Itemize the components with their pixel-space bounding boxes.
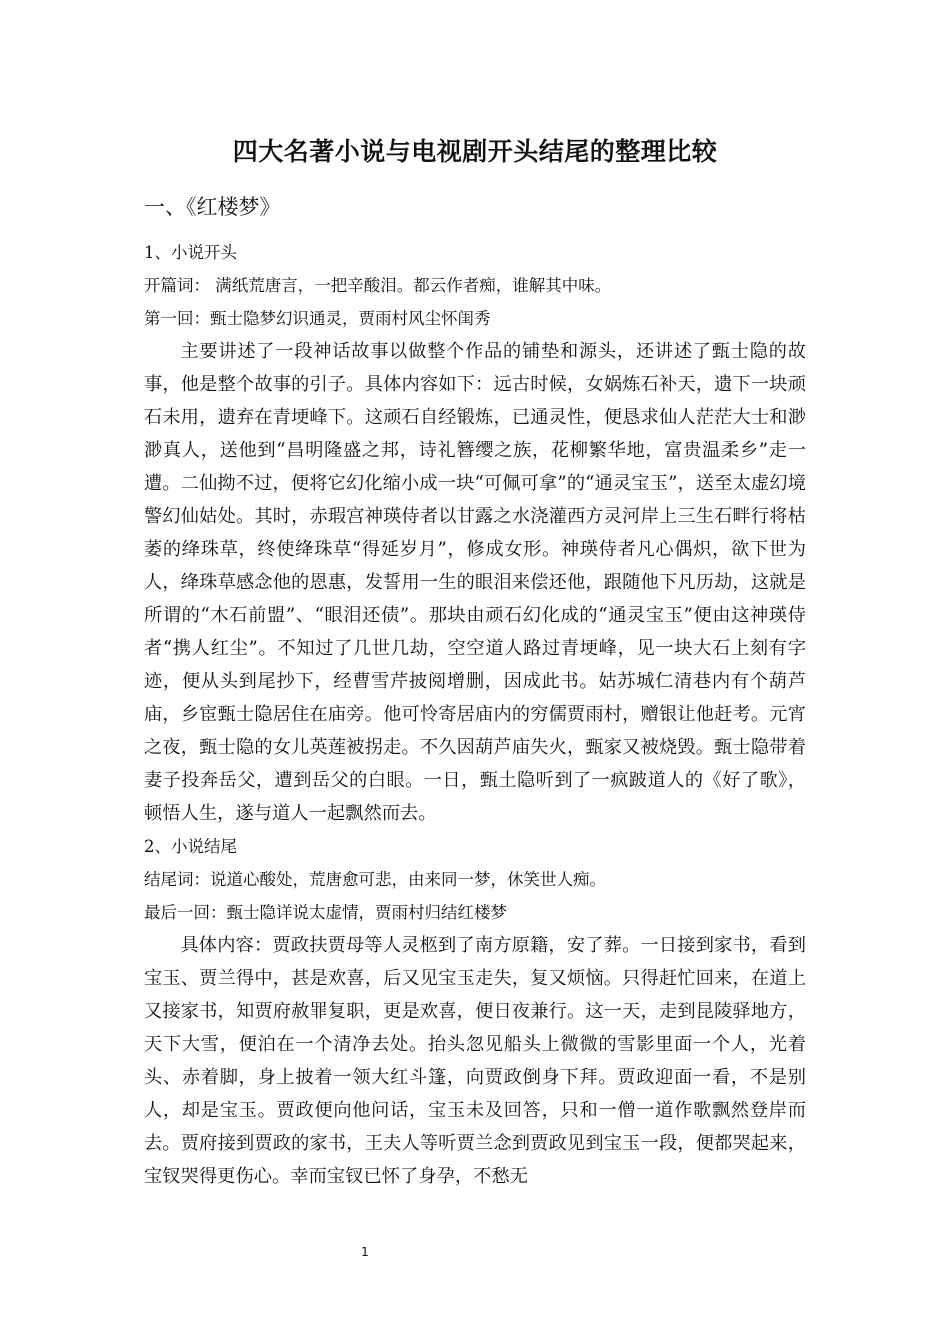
document-title: 四大名著小说与电视剧开头结尾的整理比较: [232, 137, 718, 166]
subsection-heading-opening: 1、小说开头: [144, 243, 237, 262]
opening-poem: 开篇词： 满纸荒唐言，一把辛酸泪。都云作者痴，谁解其中味。: [144, 276, 612, 295]
ending-summary-paragraph: 具体内容：贾政扶贾母等人灵柩到了南方原籍，安了葬。一日接到家书，看到宝玉、贾兰得中，甚是欢喜，后又见宝玉走失，复又烦恼。只得赶忙回来，在道上又接家书，知贾府赦罪复职，更是欢喜，便日夜兼行。这一天，走到昆陵驿地方，天下大雪，便泊在一个清净去处。抬头忽见船头上微微的雪影里面一个人，光着头、赤着脚，身上披着一领大红斗篷，向贾政倒身下拜。贾政迎面一看，不是别人，却是宝玉。贾政便向他问话，宝玉未及回答，只和一僧一道作歌飘然登岸而去。贾府接到贾政的家书，王夫人等听贾兰念到贾政见到宝玉一段，便都哭起来，宝钗哭得更伤心。幸而宝钗已怀了身孕，不愁无: [144, 935, 806, 1187]
document-body: [144, 236, 806, 1193]
section-heading: 一、《红楼梦》: [144, 195, 281, 219]
last-chapter-title: 最后一回：甄士隐详说太虚情，贾雨村归结红楼梦: [144, 903, 507, 922]
subsection-heading-ending: 2、小说结尾: [144, 837, 237, 856]
page-number: 1: [361, 1245, 369, 1259]
first-chapter-title: 第一回：甄士隐梦幻识通灵，贾雨村风尘怀闺秀: [144, 309, 491, 328]
ending-poem: 结尾词：说道心酸处，荒唐愈可悲，由来同一梦，休笑世人痴。: [144, 870, 606, 889]
opening-summary-paragraph: 主要讲述了一段神话故事以做整个作品的铺垫和源头，还讲述了甄士隐的故事，他是整个故事的引子。具体内容如下：远古时候，女娲炼石补天，遗下一块顽石未用，遗弃在青埂峰下。这顽石自经锻炼，已通灵性，便恳求仙人茫茫大士和渺渺真人，送他到“昌明隆盛之邦，诗礼簪缨之族，花柳繁华地，富贵温柔乡”走一遭。二仙拗不过，便将它幻化缩小成一块“可佩可拿”的“通灵宝玉”，送至太虚幻境警幻仙姑处。其时，赤瑕宫神瑛侍者以甘露之水浇灌西方灵河岸上三生石畔行将枯萎的绛珠草，终使绛珠草“得延岁月”，修成女形。神瑛侍者凡心偶炽，欲下世为人，绛珠草感念他的恩惠，发誓用一生的眼泪来偿还他，跟随他下凡历劫，这就是所谓的“木石前盟”、“眼泪还债”。那块由顽石幻化成的“通灵宝玉”便由这神瑛侍者“携人红尘”。不知过了几世几劫，空空道人路过青埂峰，见一块大石上刻有字迹，便从头到尾抄下，经曹雪芹披阅增删，因成此书。姑苏城仁清巷内有个葫芦庙，乡宦甄士隐居住在庙旁。他可怜寄居庙内的穷儒贾雨村，赠银让他赶考。元宵之夜，甄士隐的女儿英莲被拐走。不久因葫芦庙失火，甄家又被烧毁。甄士隐带着妻子投奔岳父，遭到岳父的白眼。一日，甄土隐听到了一疯跛道人的《好了歌》，顿悟人生，遂与道人一起飘然而去。: [144, 341, 806, 824]
